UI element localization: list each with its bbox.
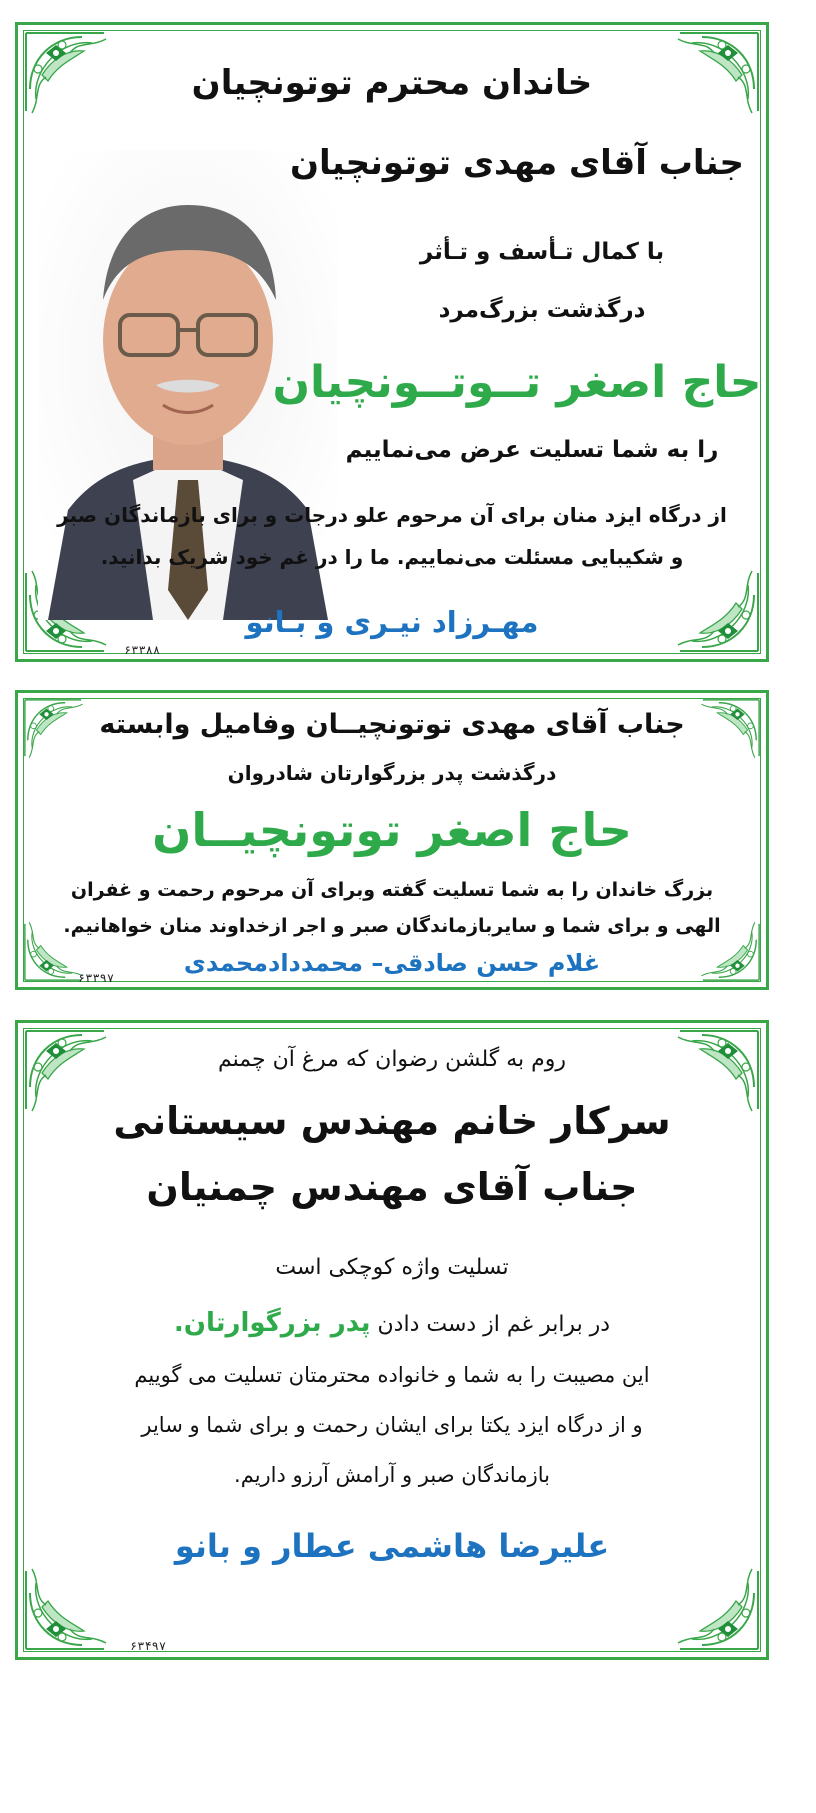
obituary-ad-2 — [15, 690, 769, 990]
condolence-phrase: با کمال تـأسف و تـأثر — [419, 239, 665, 265]
deceased-name: حاج اصغر توتونچیــان — [152, 803, 632, 857]
signature: علیرضا هاشمی عطار و بانو — [174, 1527, 610, 1565]
passing-phrase: درگذشت بزرگ‌مرد — [438, 297, 646, 323]
addressee: جناب آقای مهدی توتونچیــان وفامیل وابسته — [99, 709, 685, 740]
prayer-line-1: از درگاه ایزد منان برای آن مرحوم علو درجات و برای بازماندگان صبر — [57, 503, 727, 527]
addressee-2: جناب آقای مهندس چمنیان — [146, 1165, 638, 1209]
body-line-1: این مصیبت را به شما و خانواده محترمتان تسلیت می گوییم — [134, 1363, 650, 1387]
passing-phrase: درگذشت پدر بزرگوارتان شادروان — [227, 761, 557, 785]
body-line-2: و از درگاه ایزد یکتا برای ایشان رحمت و برای شما و سایر — [141, 1413, 643, 1437]
ornament-corner-icon — [676, 1567, 762, 1653]
loss-line-prefix: در برابر غم از دست دادن — [377, 1312, 611, 1337]
prayer-line-2: و شکیبایی مسئلت می‌نماییم. ما را در غم خود شریک بدانید. — [100, 545, 684, 569]
addressee-name: جناب آقای مهدی توتونچیان — [289, 143, 745, 183]
obituary-ad-1 — [15, 22, 769, 662]
family-addressee: خاندان محترم توتونچیان — [191, 63, 593, 103]
signature: غلام حسن صادقی– محمددادمحمدی — [183, 949, 601, 977]
body-line-2: الهی و برای شما و سایربازماندگان صبر و اجر ازخداوند منان خواهانیم. — [63, 915, 721, 937]
obituary-ad-3 — [15, 1020, 769, 1660]
ad-code: ۶۳۳۸۸ — [124, 643, 161, 657]
deceased-name: حاج اصغر تــوتــونچیان — [272, 357, 762, 408]
loss-line — [18, 1308, 766, 1338]
loss-line-highlight: پدر بزرگوارتان. — [173, 1308, 371, 1338]
addressee-1: سرکار خانم مهندس سیستانی — [113, 1099, 671, 1143]
ad-code: ۶۳۳۹۷ — [78, 971, 115, 985]
signature: مهـرزاد نیـری و بـانو — [245, 605, 539, 639]
ornament-corner-icon — [22, 1567, 108, 1653]
intro-line: تسلیت واژه کوچکی است — [275, 1255, 509, 1280]
ad-code: ۶۳۴۹۷ — [130, 1639, 167, 1653]
body-line-1: بزرگ خاندان را به شما تسلیت گفته وبرای آن مرحوم رحمت و غفران — [70, 879, 714, 901]
condolence-line: را به شما تسلیت عرض می‌نماییم — [345, 437, 719, 463]
poetry-verse: روم به گلشن رضوان که مرغ آن چمنم — [218, 1047, 566, 1072]
body-line-3: بازماندگان صبر و آرامش آرزو داریم. — [234, 1463, 550, 1487]
